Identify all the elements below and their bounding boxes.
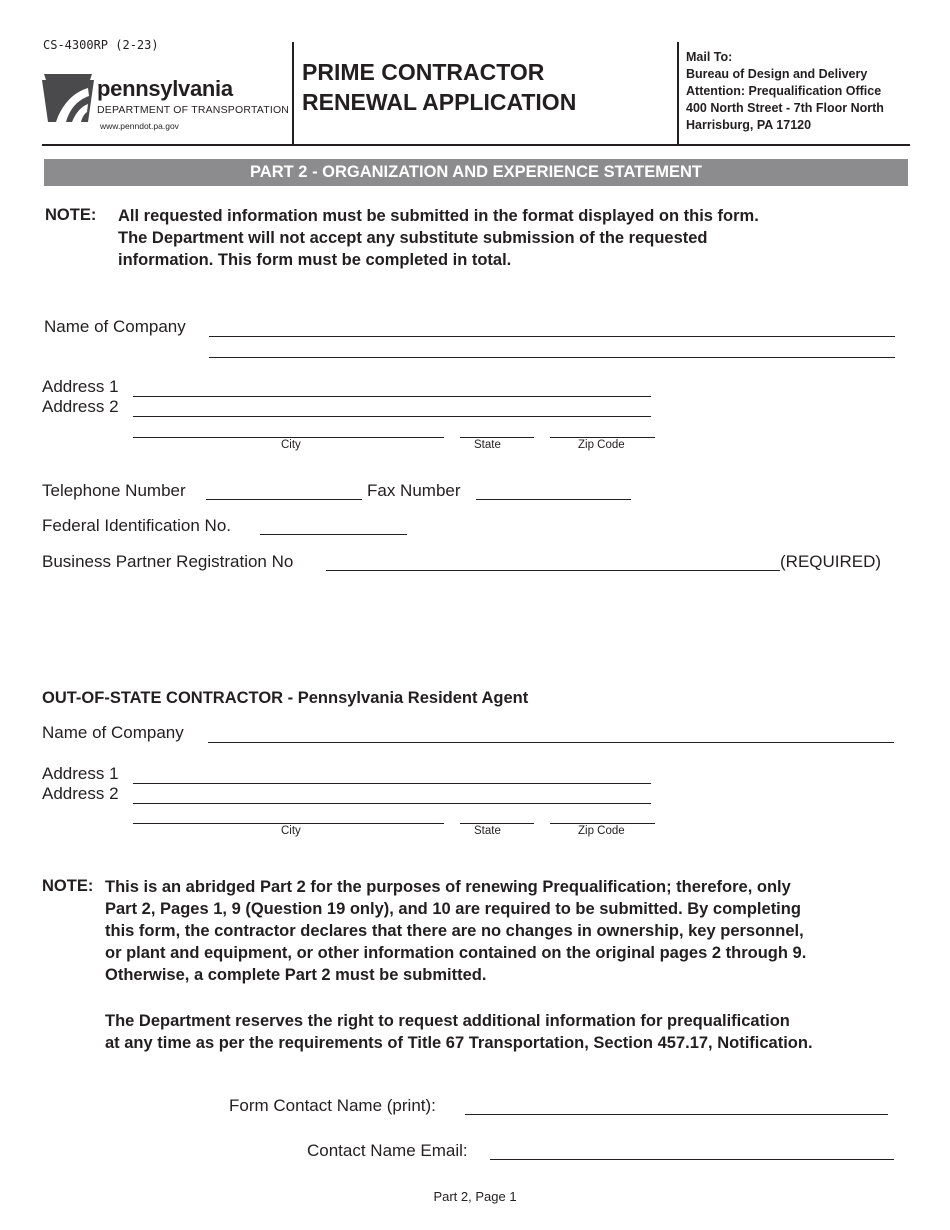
contact-email-field[interactable]	[490, 1159, 894, 1160]
federal-id-field[interactable]	[260, 534, 407, 535]
bpr-required-label: (REQUIRED)	[780, 552, 882, 571]
note2-label: NOTE:	[42, 877, 94, 895]
mail-to-line4: Harrisburg, PA 17120	[686, 118, 812, 132]
logo-department: DEPARTMENT OF TRANSPORTATION	[97, 104, 290, 116]
note1-line1: All requested information must be submitted in the format displayed on this form.	[118, 207, 759, 225]
agent-address2-field[interactable]	[133, 803, 651, 804]
mail-to-line3: 400 North Street - 7th Floor North	[686, 101, 884, 115]
company-name-label: Name of Company	[44, 317, 186, 336]
note1-label: NOTE:	[45, 206, 97, 224]
note2-para2-line1: The Department reserves the right to request additional information for prequalification	[105, 1012, 790, 1030]
page-number: Part 2, Page 1	[433, 1189, 517, 1204]
telephone-field[interactable]	[206, 499, 362, 500]
keystone-logo-icon	[42, 74, 94, 122]
fax-label: Fax Number	[367, 481, 461, 500]
form-title-line2: RENEWAL APPLICATION	[302, 89, 577, 115]
agent-state-caption: State	[474, 825, 501, 837]
state-caption: State	[474, 439, 501, 451]
agent-state-field[interactable]	[460, 823, 534, 824]
federal-id-label: Federal Identification No.	[42, 516, 231, 535]
address1-label: Address 1	[42, 377, 119, 396]
contact-name-field[interactable]	[465, 1114, 888, 1115]
mail-to-line1: Bureau of Design and Delivery	[686, 67, 868, 81]
note2-text	[105, 876, 806, 986]
logo-wordmark: pennsylvania	[97, 76, 233, 101]
header-divider-right	[677, 42, 679, 144]
note2-line1: This is an abridged Part 2 for the purposes of renewing Prequalification; therefore, only	[105, 878, 791, 896]
note1-line2: The Department will not accept any substitute submission of the requested	[118, 229, 708, 247]
address2-label: Address 2	[42, 397, 119, 416]
note2-line3: this form, the contractor declares that there are no changes in ownership, key personnel,	[105, 922, 804, 940]
zip-field[interactable]	[550, 437, 655, 438]
mail-to-block	[686, 49, 884, 134]
bpr-field[interactable]	[326, 570, 780, 571]
agent-city-caption: City	[281, 825, 301, 837]
out-of-state-heading	[42, 689, 528, 708]
form-number: CS-4300RP (2-23)	[43, 38, 159, 52]
contact-name-label: Form Contact Name (print):	[229, 1096, 436, 1115]
mail-to-line2: Attention: Prequalification Office	[686, 84, 882, 98]
out-of-state-heading-rest: - Pennsylvania Resident Agent	[283, 689, 529, 707]
form-title-line1: PRIME CONTRACTOR	[302, 59, 545, 85]
note2-line5: Otherwise, a complete Part 2 must be submitted.	[105, 966, 487, 984]
note2-line2: Part 2, Pages 1, 9 (Question 19 only), and 10 are required to be submitted. By completing	[105, 900, 801, 918]
note1-text	[118, 205, 759, 271]
header-rule	[42, 144, 910, 146]
agent-company-name-field[interactable]	[208, 742, 894, 743]
agent-zip-caption: Zip Code	[578, 825, 625, 837]
contact-email-label: Contact Name Email:	[307, 1141, 468, 1160]
agent-address2-label: Address 2	[42, 784, 119, 803]
agent-city-field[interactable]	[133, 823, 444, 824]
note2-line4: or plant and equipment, or other information contained on the original pages 2 through 9.	[105, 944, 807, 962]
mail-to-label: Mail To:	[686, 50, 733, 64]
state-field[interactable]	[460, 437, 534, 438]
note2-paragraph2	[105, 1010, 813, 1054]
section-banner: PART 2 - ORGANIZATION AND EXPERIENCE STATEMENT	[44, 159, 908, 186]
address1-field[interactable]	[133, 396, 651, 397]
out-of-state-heading-bold: OUT-OF-STATE CONTRACTOR	[42, 689, 284, 707]
agent-address1-label: Address 1	[42, 764, 119, 783]
agent-company-name-label: Name of Company	[42, 723, 184, 742]
bpr-label: Business Partner Registration No	[42, 552, 294, 571]
company-name-field[interactable]	[209, 336, 895, 337]
form-title	[302, 57, 576, 117]
header-divider-left	[292, 42, 294, 144]
fax-field[interactable]	[476, 499, 631, 500]
city-caption: City	[281, 439, 301, 451]
city-field[interactable]	[133, 437, 444, 438]
company-name-field-line2[interactable]	[209, 357, 895, 358]
address2-field[interactable]	[133, 416, 651, 417]
agent-zip-field[interactable]	[550, 823, 655, 824]
note2-para2-line2: at any time as per the requirements of Title 67 Transportation, Section 457.17, Notification.	[105, 1034, 813, 1052]
agent-address1-field[interactable]	[133, 783, 651, 784]
zip-caption: Zip Code	[578, 439, 625, 451]
telephone-label: Telephone Number	[42, 481, 186, 500]
logo-website: www.penndot.pa.gov	[100, 121, 179, 131]
note1-line3: information. This form must be completed in total.	[118, 251, 512, 269]
